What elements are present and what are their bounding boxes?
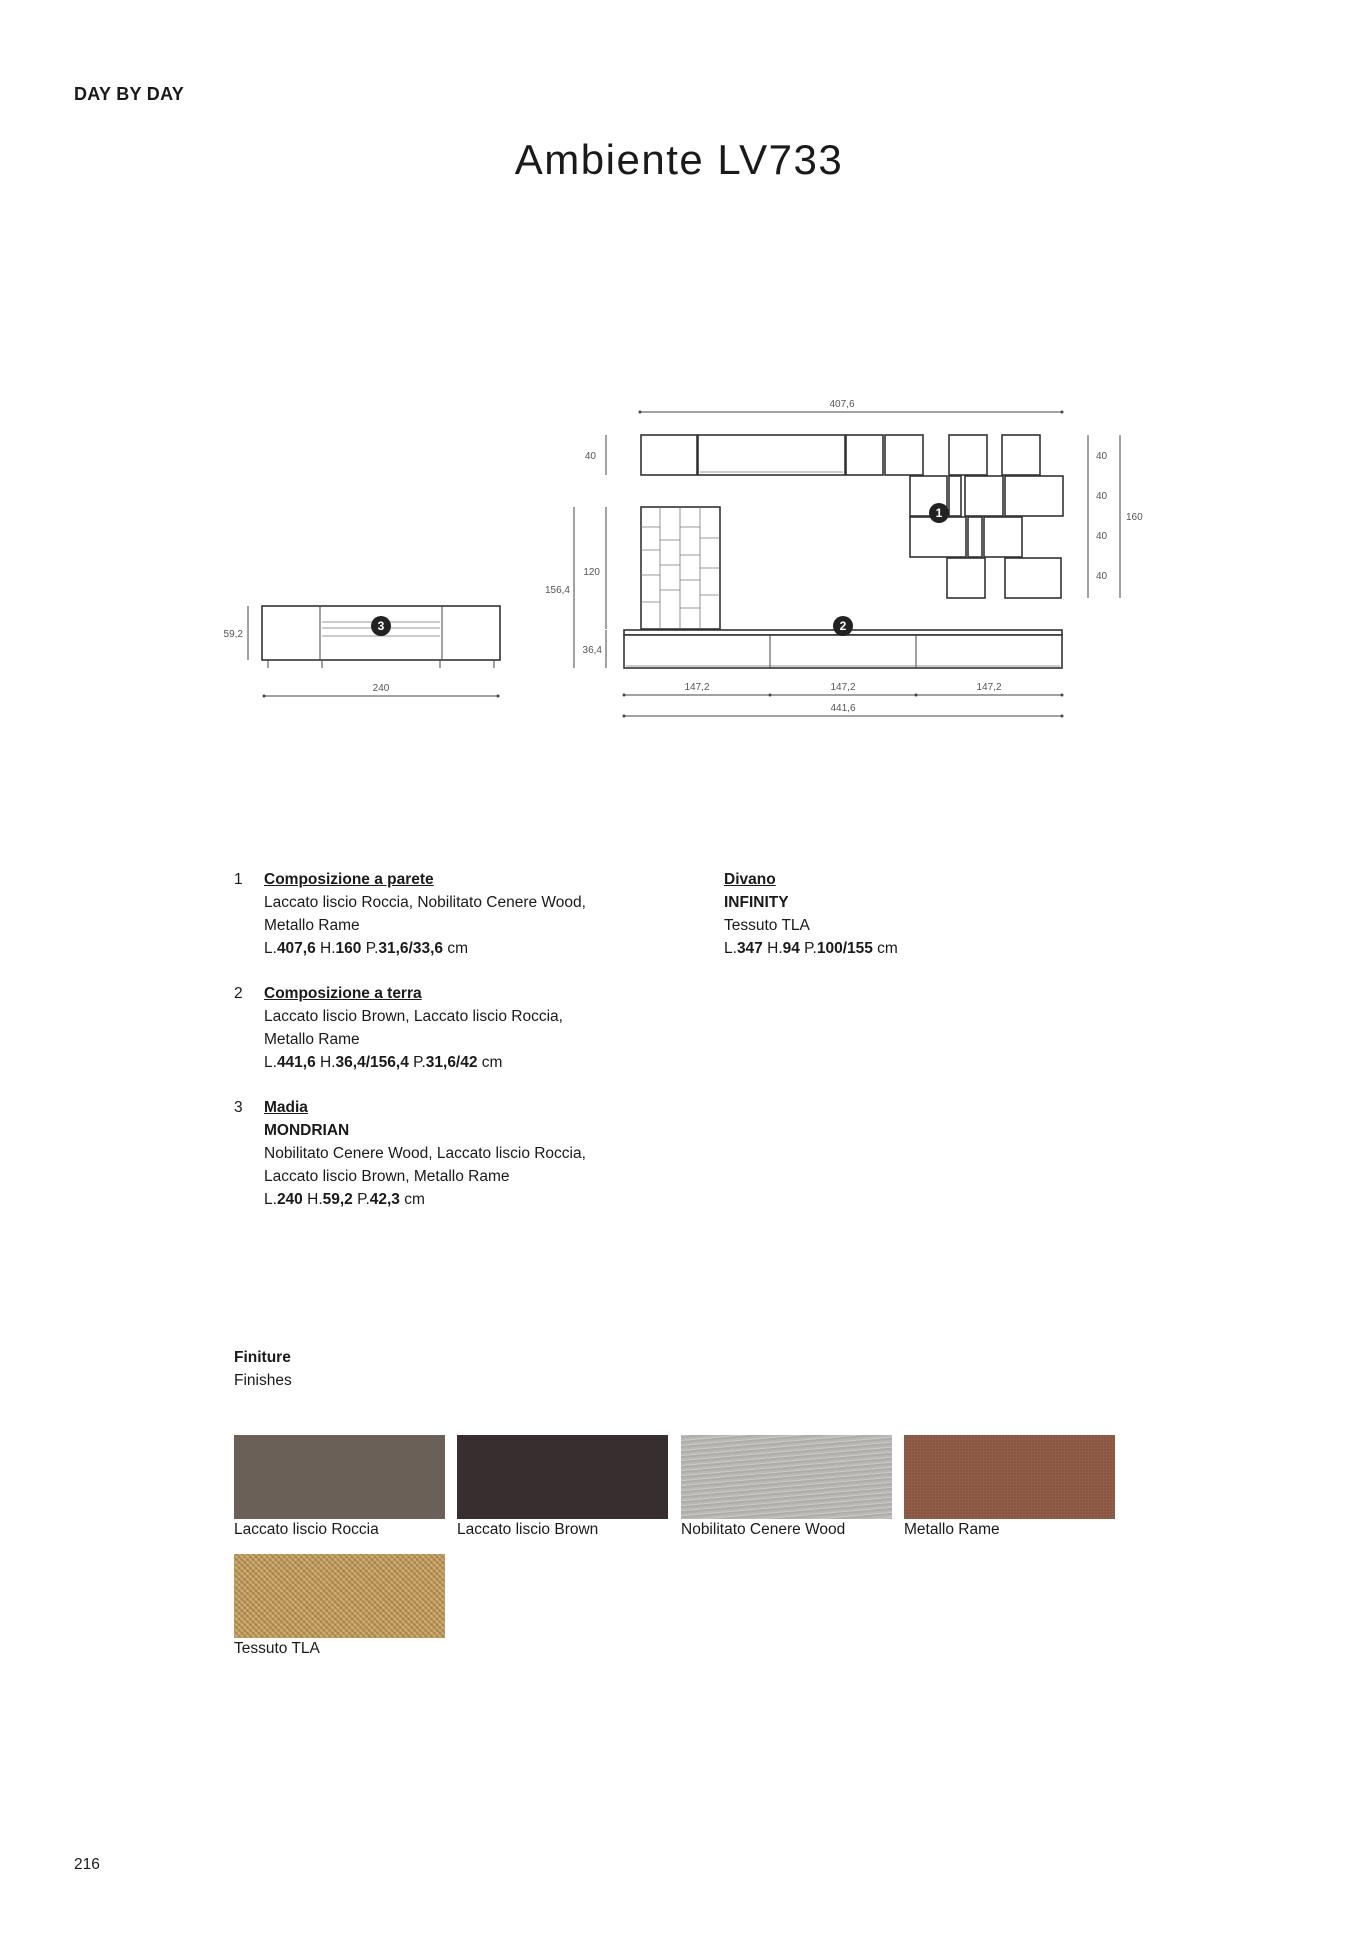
svg-text:2: 2 [839, 619, 847, 633]
finishes-title: Finiture [234, 1349, 291, 1366]
swatch-label: Nobilitato Cenere Wood [681, 1521, 846, 1538]
item-dims: L.407,6 H.160 P.31,6/33,6 cm [264, 940, 469, 957]
dim-left [545, 435, 606, 668]
badge-3 [371, 616, 391, 636]
svg-text:120: 120 [583, 567, 600, 578]
svg-text:59,2: 59,2 [223, 629, 243, 640]
svg-text:3: 3 [377, 619, 385, 633]
item-line: Laccato liscio Brown, Laccato liscio Roccia, [264, 1008, 563, 1025]
item-model: MONDRIAN [264, 1122, 350, 1139]
badge-2 [833, 616, 853, 636]
dim-right [1088, 435, 1143, 598]
finishes-subtitle: Finishes [234, 1372, 292, 1389]
svg-text:40: 40 [584, 451, 596, 462]
svg-text:1: 1 [935, 506, 943, 520]
swatch-metallo-rame [904, 1435, 1115, 1519]
dim-base [623, 682, 1064, 718]
tall-bookcase [641, 507, 720, 629]
svg-text:40: 40 [1096, 571, 1108, 582]
page-number: 216 [74, 1856, 100, 1873]
svg-text:160: 160 [1126, 512, 1143, 523]
svg-text:441,6: 441,6 [830, 703, 856, 714]
sofa-model: INFINITY [724, 894, 789, 911]
page-title: Ambiente LV733 [514, 136, 844, 183]
sofa-block [724, 868, 898, 960]
dim-top-width [639, 399, 1064, 414]
badge-1 [929, 503, 949, 523]
dim-label: 407,6 [829, 399, 855, 410]
item-line: Laccato liscio Brown, Metallo Rame [264, 1168, 510, 1185]
item-dims: L.240 H.59,2 P.42,3 cm [264, 1191, 425, 1208]
svg-text:156,4: 156,4 [544, 585, 570, 596]
item-dims: L.441,6 H.36,4/156,4 P.31,6/42 cm [264, 1054, 503, 1071]
svg-text:147,2: 147,2 [976, 682, 1002, 693]
svg-text:147,2: 147,2 [830, 682, 856, 693]
brand-label: DAY BY DAY [74, 84, 185, 104]
item-number: 3 [234, 1099, 243, 1116]
svg-text:40: 40 [1096, 451, 1108, 462]
item-heading: Composizione a parete [264, 871, 434, 888]
swatch-label: Metallo Rame [904, 1521, 1000, 1538]
madia-sideboard [262, 606, 500, 668]
item-heading: Composizione a terra [264, 985, 422, 1002]
sofa-heading: Divano [724, 871, 776, 888]
swatch-cenere-wood [681, 1435, 892, 1519]
swatch-tessuto-tla [234, 1554, 445, 1638]
sofa-line: Tessuto TLA [724, 917, 810, 934]
svg-text:240: 240 [372, 683, 390, 694]
item-number: 1 [234, 871, 243, 888]
sofa-dims: L.347 H.94 P.100/155 cm [724, 940, 898, 957]
item-heading: Madia [264, 1099, 308, 1116]
item-line: Metallo Rame [264, 1031, 360, 1048]
svg-text:40: 40 [1096, 491, 1108, 502]
swatch-label: Laccato liscio Brown [457, 1521, 599, 1538]
swatch-label: Tessuto TLA [234, 1640, 320, 1657]
technical-drawing [0, 390, 1358, 730]
swatch-roccia [234, 1435, 445, 1519]
svg-text:40: 40 [1096, 531, 1108, 542]
swatch-brown [457, 1435, 668, 1519]
item-line: Nobilitato Cenere Wood, Laccato liscio Roccia, [264, 1145, 586, 1162]
item-number: 2 [234, 985, 243, 1002]
item-line: Laccato liscio Roccia, Nobilitato Cenere Wood, [264, 894, 586, 911]
swatch-label: Laccato liscio Roccia [234, 1521, 379, 1538]
svg-text:36,4: 36,4 [582, 645, 602, 656]
item-line: Metallo Rame [264, 917, 360, 934]
svg-text:147,2: 147,2 [684, 682, 710, 693]
